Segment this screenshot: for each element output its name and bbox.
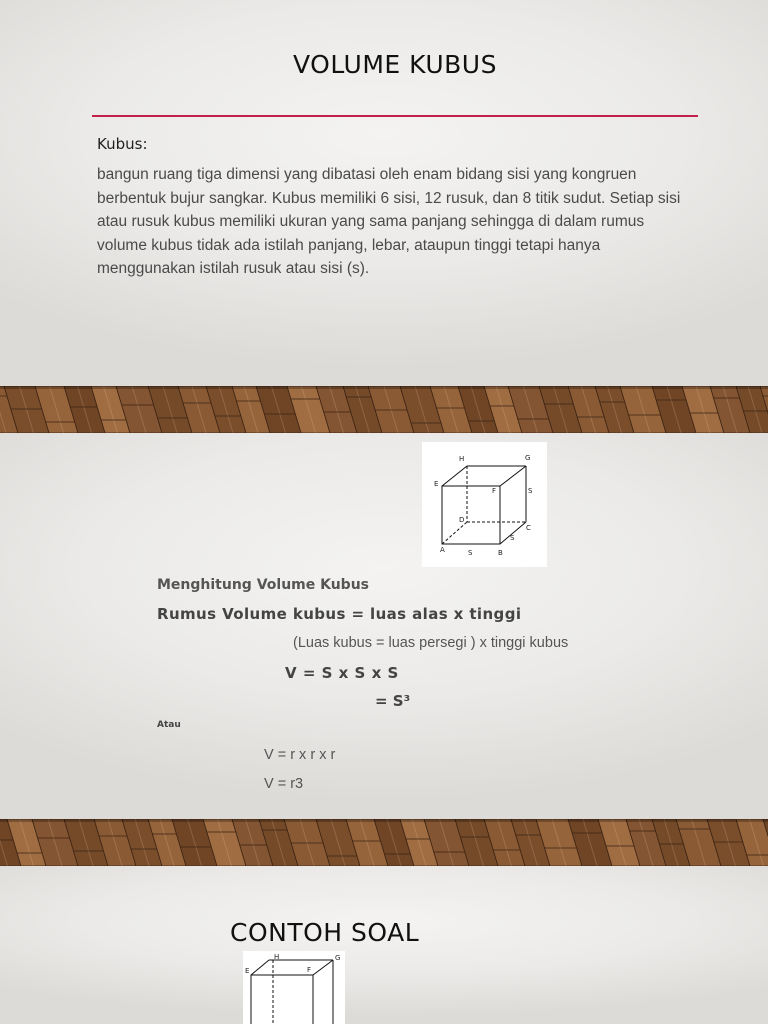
cube-diagram [422,442,547,567]
slide-volume-kubus [0,0,768,386]
side-label-s: S [468,549,473,557]
vertex-label-b: B [498,549,503,557]
section-heading: Menghitung Volume Kubus [157,577,370,593]
formula-luas: (Luas kubus = luas persegi ) x tinggi kubus [293,635,569,651]
vertex-label-f: F [307,966,312,974]
vertex-label-h: H [459,455,465,463]
wood-separator [0,386,768,433]
formula-v-sss: V = S x S x S [285,664,399,682]
slide-menghitung-volume [0,433,768,819]
vertex-label-g: G [335,954,341,962]
vertex-label-c: C [526,524,531,532]
vertex-label-g: G [525,454,531,462]
slide-contoh-soal [0,866,768,1024]
title-divider [92,115,698,117]
formula-rumus: Rumus Volume kubus = luas alas x tinggi [157,605,522,623]
kubus-definition: bangun ruang tiga dimensi yang dibatasi oleh enam bidang sisi yang kongruen berbentuk bujur sangkar. Kubus memiliki 6 sisi, 12 rusuk, dan 8 titik sudut. Setiap sisi atau rusuk kubus memiliki ukuran yang sama panjang sehingga di dalam rumus volume kubus tidak ada istilah panjang, lebar, ataupun tinggi tetapi hanya menggunakan istilah rusuk atau sisi (s). [97,166,681,277]
formula-v-r3: V = r3 [264,776,304,792]
wood-separator [0,819,768,866]
formula-s-cubed: = S³ [375,692,411,710]
slide-title: CONTOH SOAL [230,918,420,947]
formula-v-rrr: V = r x r x r [264,747,336,763]
vertex-label-f: F [492,487,497,495]
vertex-label-e: E [434,480,439,488]
cube-diagram [243,951,345,1024]
slide-title: VOLUME KUBUS [293,50,497,79]
side-label-s: S [510,534,515,542]
vertex-label-e: E [245,967,250,975]
vertex-label-a: A [440,546,445,554]
atau-label: Atau [157,720,181,730]
vertex-label-d: D [459,516,465,524]
vertex-label-h: H [274,953,280,961]
kubus-label: Kubus: [97,135,148,153]
side-label-s: S [528,487,533,495]
